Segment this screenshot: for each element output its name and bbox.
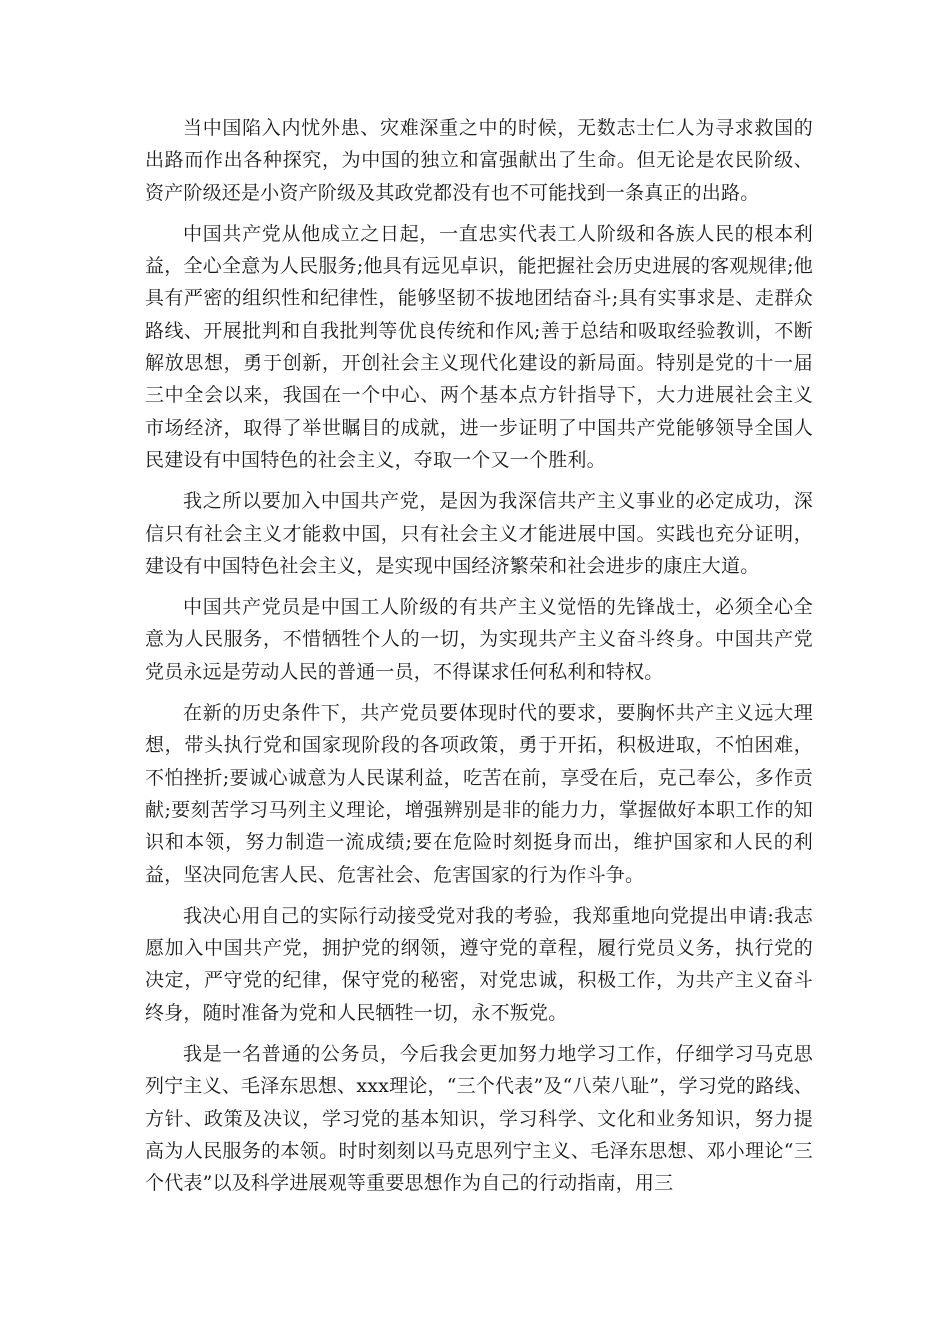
paragraph: 中国共产党员是中国工人阶级的有共产主义觉悟的先锋战士，必须全心全意为人民服务，不惜牺牲个人的一切，为实现共产主义奋斗终身。中国共产党党员永远是劳动人民的普通一员，不得谋求任何私利和特权。 (145, 596, 813, 683)
paragraph: 我决心用自己的实际行动接受党对我的考验，我郑重地向党提出申请:我志愿加入中国共产党，拥护党的纲领，遵守党的章程，履行党员义务，执行党的决定，严守党的纪律，保守党的秘密，对党忠诚，积极工作，为共产主义奋斗终身，随时准备为党和人民牺牲一切，永不叛党。 (145, 904, 813, 1024)
paragraph: 中国共产党从他成立之日起，一直忠实代表工人阶级和各族人民的根本利益，全心全意为人民服务;他具有远见卓识，能把握社会历史进展的客观规律;他具有严密的组织性和纪律性，能够坚韧不拔地团结奋斗;具有实事求是、走群众路线、开展批判和自我批判等优良传统和作风;善于总结和吸取经验教训，不断解放思想，勇于创新，开创社会主义现代化建设的新局面。特别是党的十一届三中全会以来，我国在一个中心、两个基本点方针指导下，大力进展社会主义市场经济，取得了举世瞩目的成就，进一步证明了中国共产党能够领导全国人民建设有中国特色的社会主义，夺取一个又一个胜利。 (145, 222, 813, 471)
document-body (145, 112, 813, 1209)
paragraph: 在新的历史条件下，共产党员要体现时代的要求，要胸怀共产主义远大理想，带头执行党和国家现阶段的各项政策，勇于开拓，积极进取，不怕困难，不怕挫折;要诚心诚意为人民谋利益，吃苦在前，享受在后，克己奉公，多作贡献;要刻苦学习马列主义理论，增强辨别是非的能力力，掌握做好本职工作的知识和本领，努力制造一流成绩;要在危险时刻挺身而出，维护国家和人民的利益，坚决同危害人民、危害社会、危害国家的行为作斗争。 (145, 702, 813, 886)
paragraph: 我是一名普通的公务员，今后我会更加努力地学习工作，仔细学习马克思列宁主义、毛泽东思想、xxx理论，“三个代表”及“八荣八耻”，学习党的路线、方针、政策及决议，学习党的基本知识，学习科学、文化和业务知识，努力提高为人民服务的本领。时时刻刻以马克思列宁主义、毛泽东思想、邓小理论“三个代表”以及科学进展观等重要思想作为自己的行动指南，用三 (145, 1043, 813, 1195)
paragraph: 我之所以要加入中国共产党，是因为我深信共产主义事业的必定成功，深信只有社会主义才能救中国，只有社会主义才能进展中国。实践也充分证明，建设有中国特色社会主义，是实现中国经济繁荣和社会进步的康庄大道。 (145, 490, 813, 577)
paragraph: 当中国陷入内忧外患、灾难深重之中的时候，无数志士仁人为寻求救国的出路而作出各种探究，为中国的独立和富强献出了生命。但无论是农民阶级、资产阶级还是小资产阶级及其政党都没有也不可能找到一条真正的出路。 (145, 117, 813, 204)
